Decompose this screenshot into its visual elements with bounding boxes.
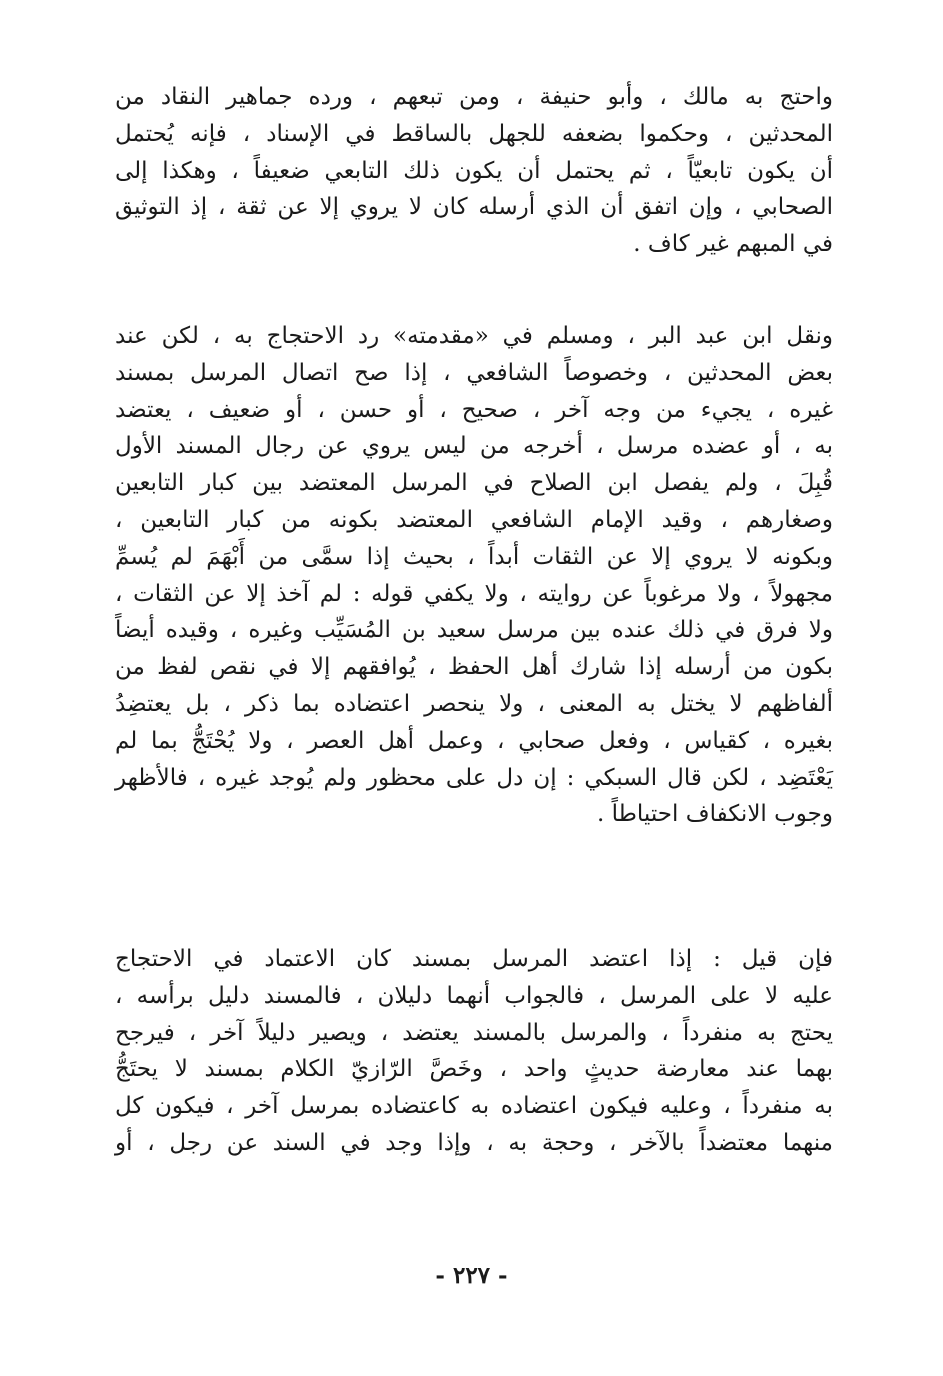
- text-line: مجهولاً ، ولا مرغوباً عن روايته ، ولا يكفي قوله : لم آخذ إلا عن الثقات ،: [115, 580, 833, 607]
- paragraph-1: [115, 79, 833, 263]
- text-line: به ، أو عضده مرسل ، أخرجه من ليس يروي عن رجال المسند الأول: [115, 433, 833, 460]
- text-line: يَعْتَضِد ، لكن قال السبكي : إن دل على محظور ولم يُوجد غيره ، فالأظهر: [115, 764, 833, 791]
- text-line: يحتج به منفرداً ، والمرسل بالمسند يعتضد ، ويصير دليلاً آخر ، فيرجح: [115, 1019, 833, 1046]
- text-line: وجوب الانكفاف احتياطاً .: [596, 801, 833, 828]
- text-line: قُبِلَ ، ولم يفصل ابن الصلاح في المرسل المعتضد بين كبار التابعين: [115, 470, 833, 497]
- text-line: بعض المحدثين ، وخصوصاً الشافعي ، إذا صح اتصال المرسل بمسند: [115, 359, 833, 386]
- text-line: عليه لا على المرسل ، فالجواب أنهما دليلان ، فالمسند دليل برأسه ،: [115, 982, 833, 1009]
- text-line: بغيره ، كقياس ، وفعل صحابي ، وعمل أهل العصر ، ولا يُحْتَجُّ بما لم: [115, 727, 833, 754]
- text-line: فإن قيل : إذا اعتضد المرسل بمسند كان الاعتماد في الاحتجاج: [115, 946, 833, 972]
- page-number: - ٢٢٧ -: [435, 1262, 508, 1289]
- paragraph-3: [115, 941, 833, 1162]
- text-line: الصحابي ، وإن اتفق أن الذي أرسله كان لا يروي إلا عن ثقة ، إذ التوثيق: [115, 194, 833, 221]
- text-line: بهما عند معارضة حديثٍ واحد ، وخَصَّ الرّازيّ الكلام بمسند لا يحتَجُّ: [115, 1056, 833, 1083]
- text-line: غيره ، يجيء من وجه آخر ، صحيح ، أو حسن ، أو ضعيف ، يعتضد: [115, 396, 833, 423]
- text-line: في المبهم غير كاف .: [633, 231, 833, 258]
- text-line: وصغارهم ، وقيد الإمام الشافعي المعتضد بكونه من كبار التابعين ،: [115, 506, 833, 533]
- text-line: به منفرداً ، وعليه فيكون اعتضاده به كاعتضاده بمرسل آخر ، فيكون كل: [115, 1093, 833, 1120]
- paragraph-2: [115, 318, 833, 833]
- text-line: منهما معتضداً بالآخر ، وحجة به ، وإذا وجد في السند عن رجل ، أو: [115, 1129, 833, 1156]
- text-line: بكون من أرسله إذا شارك أهل الحفظ ، يُوافقهم إلا في نقص لفظ من: [115, 654, 833, 681]
- text-line: وبكونه لا يروي إلا عن الثقات أبداً ، بحيث إذا سمَّى من أَبْهَمَ لم يُسمِّ: [115, 543, 833, 570]
- text-line: ألفاظهم لا يختل به المعنى ، ولا ينحصر اعتضاده بما ذكر ، بل يعتضِدُ: [115, 690, 833, 717]
- text-line: واحتج به مالك ، وأبو حنيفة ، ومن تبعهم ، ورده جماهير النقاد من: [115, 84, 833, 110]
- text-line: ولا فرق في ذلك عنده بين مرسل سعيد بن المُسَيِّب وغيره ، وقيده أيضاً: [115, 617, 833, 644]
- text-line: ونقل ابن عبد البر ، ومسلم في «مقدمته» رد الاحتجاج به ، لكن عند: [115, 323, 833, 349]
- text-line: أن يكون تابعيّاً ، ثم يحتمل أن يكون ذلك التابعي ضعيفاً ، وهكذا إلى: [115, 157, 833, 184]
- text-line: المحدثين ، وحكموا بضعفه للجهل بالساقط في الإسناد ، فإنه يُحتمل: [115, 120, 833, 147]
